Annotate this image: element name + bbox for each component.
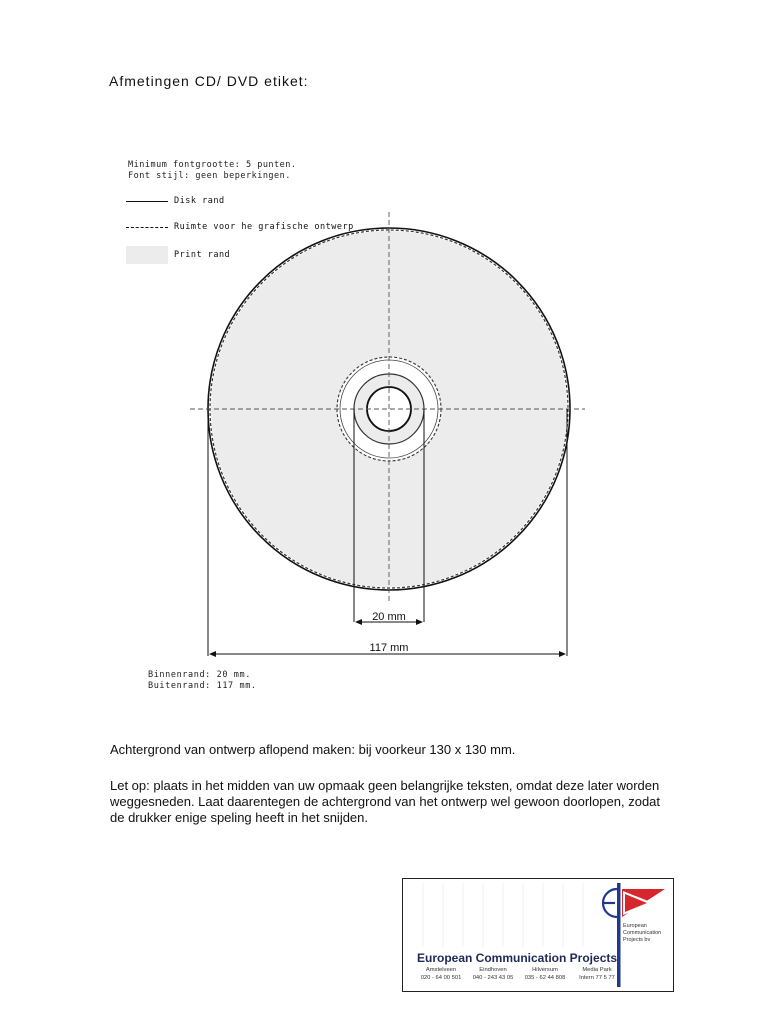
font-style-note: Font stijl: geen beperkingen. <box>128 171 291 181</box>
tagline-line-1: European <box>623 923 647 929</box>
tagline-line-3: Projects bv <box>623 937 651 943</box>
office-media-park <box>571 967 623 982</box>
warning-body: plaats in het midden van uw opmaak geen belangrijke teksten, omdat deze later worden weggesneden. Laat daarentegen de achtergrond van het ontwerp wel gewoon doorlopen, zodat de drukker enige speling heeft in het snijden. <box>110 778 661 825</box>
logo-tagline <box>623 923 673 944</box>
company-name: European Communication Projects <box>417 951 618 965</box>
binnenrand-note: Binnenrand: 20 mm. <box>148 670 251 680</box>
legend-print-rand-label: Print rand <box>174 250 231 260</box>
warning-paragraph <box>110 778 670 826</box>
office-phone: 035 - 62 44 808 <box>524 974 566 981</box>
office-eindhoven <box>467 967 519 982</box>
office-city: Amstelveen <box>425 967 457 973</box>
office-amstelveen <box>415 967 467 982</box>
office-city: Media Park <box>582 967 612 973</box>
outer-arrow-right <box>559 651 566 657</box>
inner-arrow-right <box>416 619 423 625</box>
office-hilversum <box>519 967 571 982</box>
office-phone: 040 - 243 43 05 <box>472 974 514 981</box>
dimension-notes <box>148 670 257 692</box>
buitenrand-note: Buitenrand: 117 mm. <box>148 681 257 691</box>
outer-diameter-label: 117 mm <box>369 642 409 654</box>
tagline-line-2: Communication <box>623 930 662 936</box>
inner-diameter-label: 20 mm <box>372 611 406 623</box>
office-city: Eindhoven <box>479 967 507 973</box>
inner-arrow-left <box>355 619 362 625</box>
company-logo-card <box>402 878 674 992</box>
office-city: Hilversum <box>532 967 558 973</box>
legend-ruimte-label: Ruimte voor he grafische ontwerp <box>174 222 354 232</box>
legend-disk-rand-label: Disk rand <box>174 196 225 206</box>
office-phone: Intern 77 5 77 <box>579 974 615 981</box>
office-phone: 020 - 64 00 501 <box>420 974 462 981</box>
font-size-note: Minimum fontgrootte: 5 punten. <box>128 160 297 170</box>
background-instruction: Achtergrond van ontwerp aflopend maken: bij voorkeur 130 x 130 mm. <box>110 742 516 757</box>
page-title: Afmetingen CD/ DVD etiket: <box>109 73 309 89</box>
warning-lead: Let op: <box>110 778 150 793</box>
outer-arrow-left <box>209 651 216 657</box>
